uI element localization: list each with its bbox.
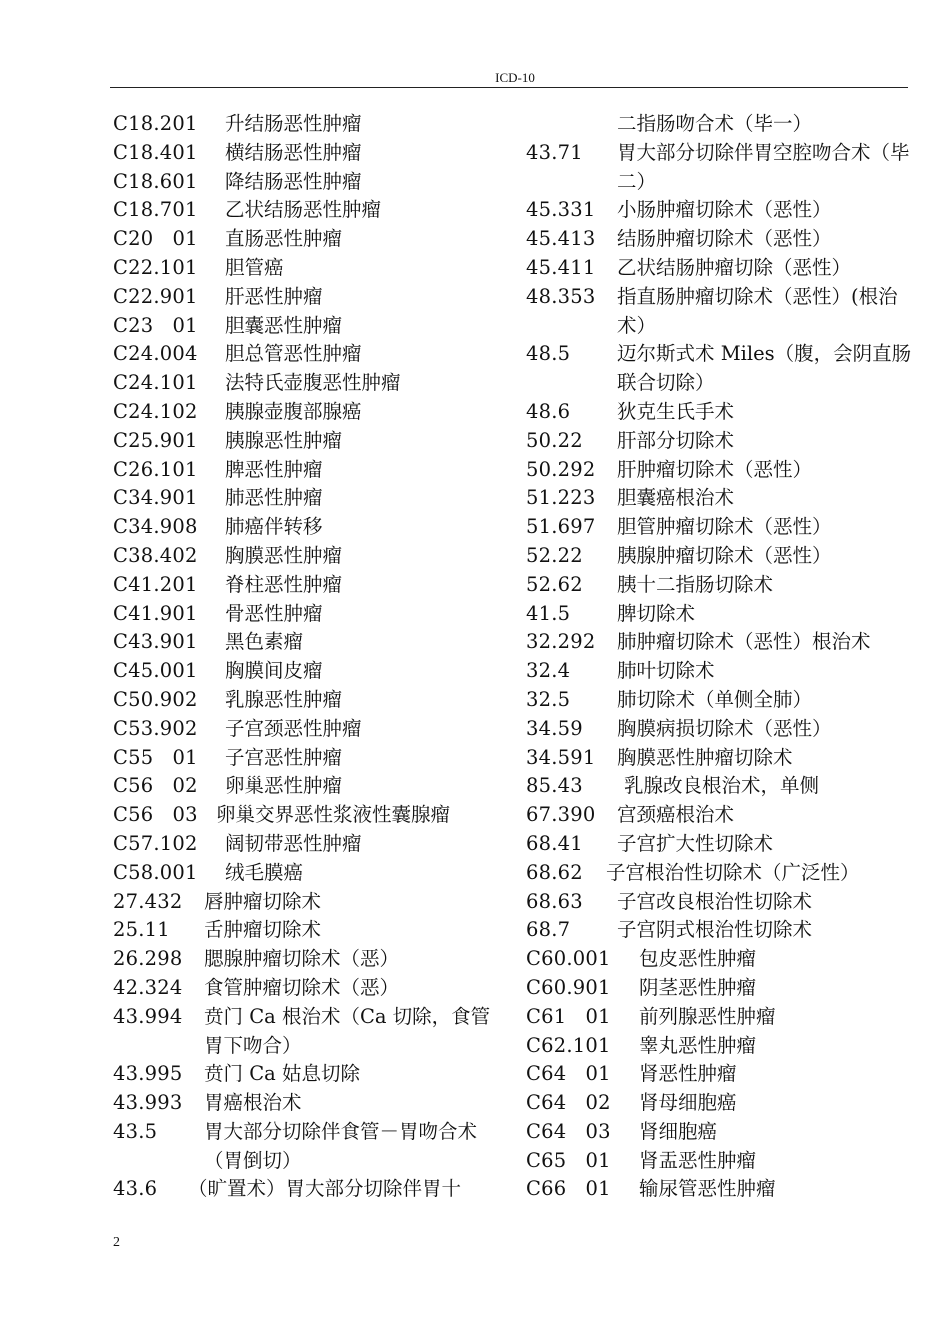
- entry-code: C58.001: [113, 860, 198, 884]
- entry-code: C25.901: [113, 428, 198, 452]
- entry-name: 二指肠吻合术（毕一）: [617, 112, 813, 135]
- entry-name: 肺癌伴转移: [225, 515, 323, 539]
- entry-code: 68.7: [526, 918, 571, 942]
- entry-name: 直肠恶性肿瘤: [225, 227, 343, 251]
- code-entry: [526, 772, 914, 801]
- entry-name: 结肠肿瘤切除术（恶性）: [617, 227, 832, 251]
- code-entry: [526, 254, 914, 283]
- code-entry: [113, 225, 503, 254]
- header-divider: [110, 87, 908, 88]
- code-entry: [526, 1003, 914, 1032]
- entry-code: 42.324: [113, 975, 183, 999]
- entry-name: 睾丸恶性肿瘤: [639, 1033, 757, 1057]
- entry-code: 48.6: [526, 399, 571, 423]
- code-entry: [526, 744, 914, 773]
- entry-code: C41.201: [113, 572, 198, 596]
- entry-name: 子宫改良根治性切除术: [617, 889, 813, 913]
- code-entry: [113, 542, 503, 571]
- entry-code: C56 02: [113, 774, 198, 798]
- entry-name: 食管肿瘤切除术（恶）: [204, 975, 400, 999]
- entry-code: C66 01: [526, 1177, 611, 1201]
- entry-code: C18.701: [113, 198, 198, 222]
- entry-name: 小肠肿瘤切除术（恶性）: [617, 198, 832, 222]
- entry-code: C18.401: [113, 140, 198, 164]
- entry-name: 胰腺壶腹部腺癌: [225, 399, 362, 423]
- entry-code: C38.402: [113, 543, 198, 567]
- code-entry: [113, 139, 503, 168]
- entry-code: 68.41: [526, 831, 583, 855]
- entry-name: 肝部分切除术: [617, 428, 735, 452]
- code-entry: [526, 974, 914, 1003]
- entry-name: 舌肿瘤切除术: [204, 918, 322, 942]
- entry-code: C24.004: [113, 342, 198, 366]
- entry-code: 32.292: [526, 630, 596, 654]
- entry-name: 肾恶性肿瘤: [639, 1062, 737, 1086]
- entry-code: C60.001: [526, 947, 611, 971]
- entry-name: 子宫颈恶性肿瘤: [225, 716, 362, 740]
- code-entry: [526, 225, 914, 254]
- entry-name: 宫颈癌根治术: [617, 803, 735, 827]
- entry-name: 脾恶性肿瘤: [225, 457, 323, 481]
- entry-code: 48.353: [526, 284, 596, 308]
- entry-name: 胆囊恶性肿瘤: [225, 313, 343, 337]
- code-entry: [113, 196, 503, 225]
- code-entry: [113, 398, 503, 427]
- code-entry: [113, 484, 503, 513]
- code-entry: [526, 830, 914, 859]
- code-entry: [526, 945, 914, 974]
- entry-name: 降结肠恶性肿瘤: [225, 169, 362, 193]
- code-entry: [526, 686, 914, 715]
- code-entry: [113, 1089, 503, 1118]
- code-entry: [526, 1147, 914, 1176]
- entry-name: 黑色素瘤: [225, 630, 304, 654]
- entry-name: 前列腺恶性肿瘤: [639, 1004, 776, 1028]
- code-entry: [526, 571, 914, 600]
- code-entry: [113, 801, 503, 830]
- code-entry: [526, 1060, 914, 1089]
- code-entry: [113, 974, 503, 1003]
- code-entry: [113, 657, 503, 686]
- entry-name: 阴茎恶性肿瘤: [639, 975, 757, 999]
- entry-code: 27.432: [113, 889, 183, 913]
- entry-name: 乙状结肠恶性肿瘤: [225, 198, 382, 222]
- code-entry: [113, 888, 503, 917]
- entry-code: C50.902: [113, 687, 198, 711]
- entry-code: 51.697: [526, 515, 596, 539]
- entry-code: 34.591: [526, 745, 596, 769]
- entry-code: 45.413: [526, 227, 596, 251]
- code-entry: [113, 456, 503, 485]
- entry-name: 指直肠肿瘤切除术（恶性）(根治术）: [617, 284, 898, 337]
- entry-name: 肝恶性肿瘤: [225, 284, 323, 308]
- right-column: [526, 110, 914, 1204]
- entry-code: 52.22: [526, 543, 583, 567]
- code-entry: [113, 1118, 503, 1176]
- code-entry: [113, 830, 503, 859]
- code-entry: [526, 628, 914, 657]
- code-entry: [526, 888, 914, 917]
- entry-name: 肝肿瘤切除术（恶性）: [617, 457, 813, 481]
- code-entry: [526, 484, 914, 513]
- entry-name: 胸膜间皮瘤: [225, 659, 323, 683]
- entry-name: 脊柱恶性肿瘤: [225, 572, 343, 596]
- entry-name: 横结肠恶性肿瘤: [225, 140, 362, 164]
- entry-name: 绒毛膜癌: [225, 860, 304, 884]
- entry-code: C64 03: [526, 1119, 611, 1143]
- entry-code: C43.901: [113, 630, 198, 654]
- entry-name: 迈尔斯式术 Miles（腹，会阴直肠联合切除）: [617, 342, 912, 395]
- entry-name: 胰腺恶性肿瘤: [225, 428, 343, 452]
- code-entry: [113, 571, 503, 600]
- code-entry: [113, 916, 503, 945]
- entry-code: 45.411: [526, 255, 596, 279]
- entry-name: 胰十二指肠切除术: [617, 572, 774, 596]
- entry-code: 50.22: [526, 428, 583, 452]
- code-entry: [113, 600, 503, 629]
- entry-name: 胃癌根治术: [204, 1091, 302, 1115]
- entry-code: C20 01: [113, 227, 198, 251]
- entry-name: 胆总管恶性肿瘤: [225, 342, 362, 366]
- entry-code: C65 01: [526, 1148, 611, 1172]
- code-entry: [113, 110, 503, 139]
- code-entry: [113, 369, 503, 398]
- entry-name: 肺切除术（单侧全肺）: [617, 687, 813, 711]
- entry-code: C41.901: [113, 601, 198, 625]
- code-entry: [113, 340, 503, 369]
- entry-code: C34.908: [113, 515, 198, 539]
- entry-name: 胰腺肿瘤切除术（恶性）: [617, 543, 832, 567]
- entry-name: 肺肿瘤切除术（恶性）根治术: [617, 630, 871, 654]
- entry-code: C56 03: [113, 803, 198, 827]
- code-entry: [526, 110, 914, 139]
- code-entry: [113, 945, 503, 974]
- code-entry: [113, 715, 503, 744]
- entry-name: 胆囊癌根治术: [617, 486, 735, 510]
- entry-code: 68.63: [526, 889, 583, 913]
- entry-code: 32.5: [526, 687, 571, 711]
- code-entry: [526, 600, 914, 629]
- entry-name: 子宫根治性切除术（广泛性）: [606, 860, 860, 884]
- code-entry: [526, 657, 914, 686]
- entry-name: 贲门 Ca 姑息切除: [204, 1062, 360, 1086]
- entry-code: 50.292: [526, 457, 596, 481]
- entry-name: 肺恶性肿瘤: [225, 486, 323, 510]
- entry-code: 43.993: [113, 1091, 183, 1115]
- entry-code: C18.601: [113, 169, 198, 193]
- entry-name: 肾细胞癌: [639, 1119, 718, 1143]
- entry-code: 34.59: [526, 716, 583, 740]
- entry-name: 乳腺恶性肿瘤: [225, 687, 343, 711]
- entry-code: 43.994: [113, 1004, 183, 1028]
- code-entry: [113, 168, 503, 197]
- entry-name: 子宫阴式根治性切除术: [617, 918, 813, 942]
- entry-code: C61 01: [526, 1004, 611, 1028]
- code-entry: [113, 628, 503, 657]
- entry-name: 骨恶性肿瘤: [225, 601, 323, 625]
- entry-code: C23 01: [113, 313, 198, 337]
- entry-code: 41.5: [526, 601, 571, 625]
- entry-code: 43.6: [113, 1177, 158, 1201]
- entry-code: C64 01: [526, 1062, 611, 1086]
- code-entry: [526, 542, 914, 571]
- entry-code: 45.331: [526, 198, 596, 222]
- code-entry: [526, 283, 914, 341]
- entry-code: 51.223: [526, 486, 596, 510]
- entry-code: C24.102: [113, 399, 198, 423]
- entry-name: 胸膜病损切除术（恶性）: [617, 716, 832, 740]
- entry-name: 卵巢交界恶性浆液性囊腺瘤: [216, 803, 451, 827]
- entry-name: 阔韧带恶性肿瘤: [225, 831, 362, 855]
- entry-name: （旷置术）胃大部分切除伴胃十: [188, 1177, 462, 1201]
- entry-name: 包皮恶性肿瘤: [639, 947, 757, 971]
- entry-name: 胆管癌: [225, 255, 284, 279]
- entry-code: C22.101: [113, 255, 198, 279]
- entry-code: C60.901: [526, 975, 611, 999]
- code-entry: [113, 254, 503, 283]
- entry-name: 卵巢恶性肿瘤: [225, 774, 343, 798]
- entry-name: 子宫扩大性切除术: [617, 831, 774, 855]
- entry-code: C18.201: [113, 112, 198, 135]
- entry-name: 贲门 Ca 根治术（Ca 切除，食管胃下吻合）: [204, 1004, 491, 1057]
- entry-code: C53.902: [113, 716, 198, 740]
- entry-name: 胃大部分切除伴食管－胃吻合术（胃倒切）: [204, 1119, 478, 1172]
- code-entry: [113, 283, 503, 312]
- entry-code: C64 02: [526, 1091, 611, 1115]
- entry-name: 升结肠恶性肿瘤: [225, 112, 362, 135]
- entry-code: C62.101: [526, 1033, 611, 1057]
- code-entry: [113, 772, 503, 801]
- entry-name: 狄克生氏手术: [617, 399, 735, 423]
- entry-code: 48.5: [526, 342, 571, 366]
- entry-name: 肾母细胞癌: [639, 1091, 737, 1115]
- entry-name: 脾切除术: [617, 601, 696, 625]
- code-entry: [113, 427, 503, 456]
- entry-code: C55 01: [113, 745, 198, 769]
- code-entry: [526, 715, 914, 744]
- code-entry: [526, 1089, 914, 1118]
- entry-code: 68.62: [526, 860, 583, 884]
- entry-name: 乳腺改良根治术，单侧: [624, 774, 820, 798]
- left-column: [113, 110, 503, 1204]
- entry-code: C45.001: [113, 659, 198, 683]
- entry-code: C26.101: [113, 457, 198, 481]
- entry-code: 25.11: [113, 918, 170, 942]
- code-entry: [526, 859, 914, 888]
- code-entry: [526, 916, 914, 945]
- entry-code: 32.4: [526, 659, 571, 683]
- entry-code: 67.390: [526, 803, 596, 827]
- entry-name: 腮腺肿瘤切除术（恶）: [204, 947, 400, 971]
- code-entry: [526, 513, 914, 542]
- code-entry: [113, 686, 503, 715]
- entry-name: 唇肿瘤切除术: [204, 889, 322, 913]
- code-entry: [526, 340, 914, 398]
- code-entry: [113, 744, 503, 773]
- entry-code: C22.901: [113, 284, 198, 308]
- entry-name: 胸膜恶性肿瘤: [225, 543, 343, 567]
- entry-code: C57.102: [113, 831, 198, 855]
- entry-code: 43.5: [113, 1119, 158, 1143]
- code-entry: [113, 859, 503, 888]
- code-entry: [113, 1060, 503, 1089]
- entry-code: 43.71: [526, 140, 583, 164]
- page-number: 2: [113, 1235, 120, 1250]
- entry-code: C24.101: [113, 371, 198, 395]
- entry-code: 85.43: [526, 774, 583, 798]
- code-entry: [526, 456, 914, 485]
- entry-name: 胃大部分切除伴胃空腔吻合术（毕二）: [617, 140, 910, 193]
- entry-name: 子宫恶性肿瘤: [225, 745, 343, 769]
- page-header-title: ICD-10: [495, 70, 535, 85]
- code-entry: [113, 312, 503, 341]
- entry-name: 乙状结肠肿瘤切除（恶性）: [617, 255, 852, 279]
- entry-name: 肺叶切除术: [617, 659, 715, 683]
- code-entry: [113, 1175, 503, 1204]
- entry-name: 输尿管恶性肿瘤: [639, 1177, 776, 1201]
- code-entry: [526, 1118, 914, 1147]
- code-entry: [526, 196, 914, 225]
- code-entry: [526, 1175, 914, 1204]
- code-entry: [526, 801, 914, 830]
- entry-code: 43.995: [113, 1062, 183, 1086]
- entry-name: 胆管肿瘤切除术（恶性）: [617, 515, 832, 539]
- entry-code: C34.901: [113, 486, 198, 510]
- entry-name: 胸膜恶性肿瘤切除术: [617, 745, 793, 769]
- code-entry: [526, 139, 914, 197]
- entry-name: 肾盂恶性肿瘤: [639, 1148, 757, 1172]
- code-entry: [113, 513, 503, 542]
- entry-code: 52.62: [526, 572, 583, 596]
- entry-code: 26.298: [113, 947, 183, 971]
- code-entry: [526, 427, 914, 456]
- code-entry: [113, 1003, 503, 1061]
- code-entry: [526, 1032, 914, 1061]
- code-entry: [526, 398, 914, 427]
- entry-name: 法特氏壶腹恶性肿瘤: [225, 371, 401, 395]
